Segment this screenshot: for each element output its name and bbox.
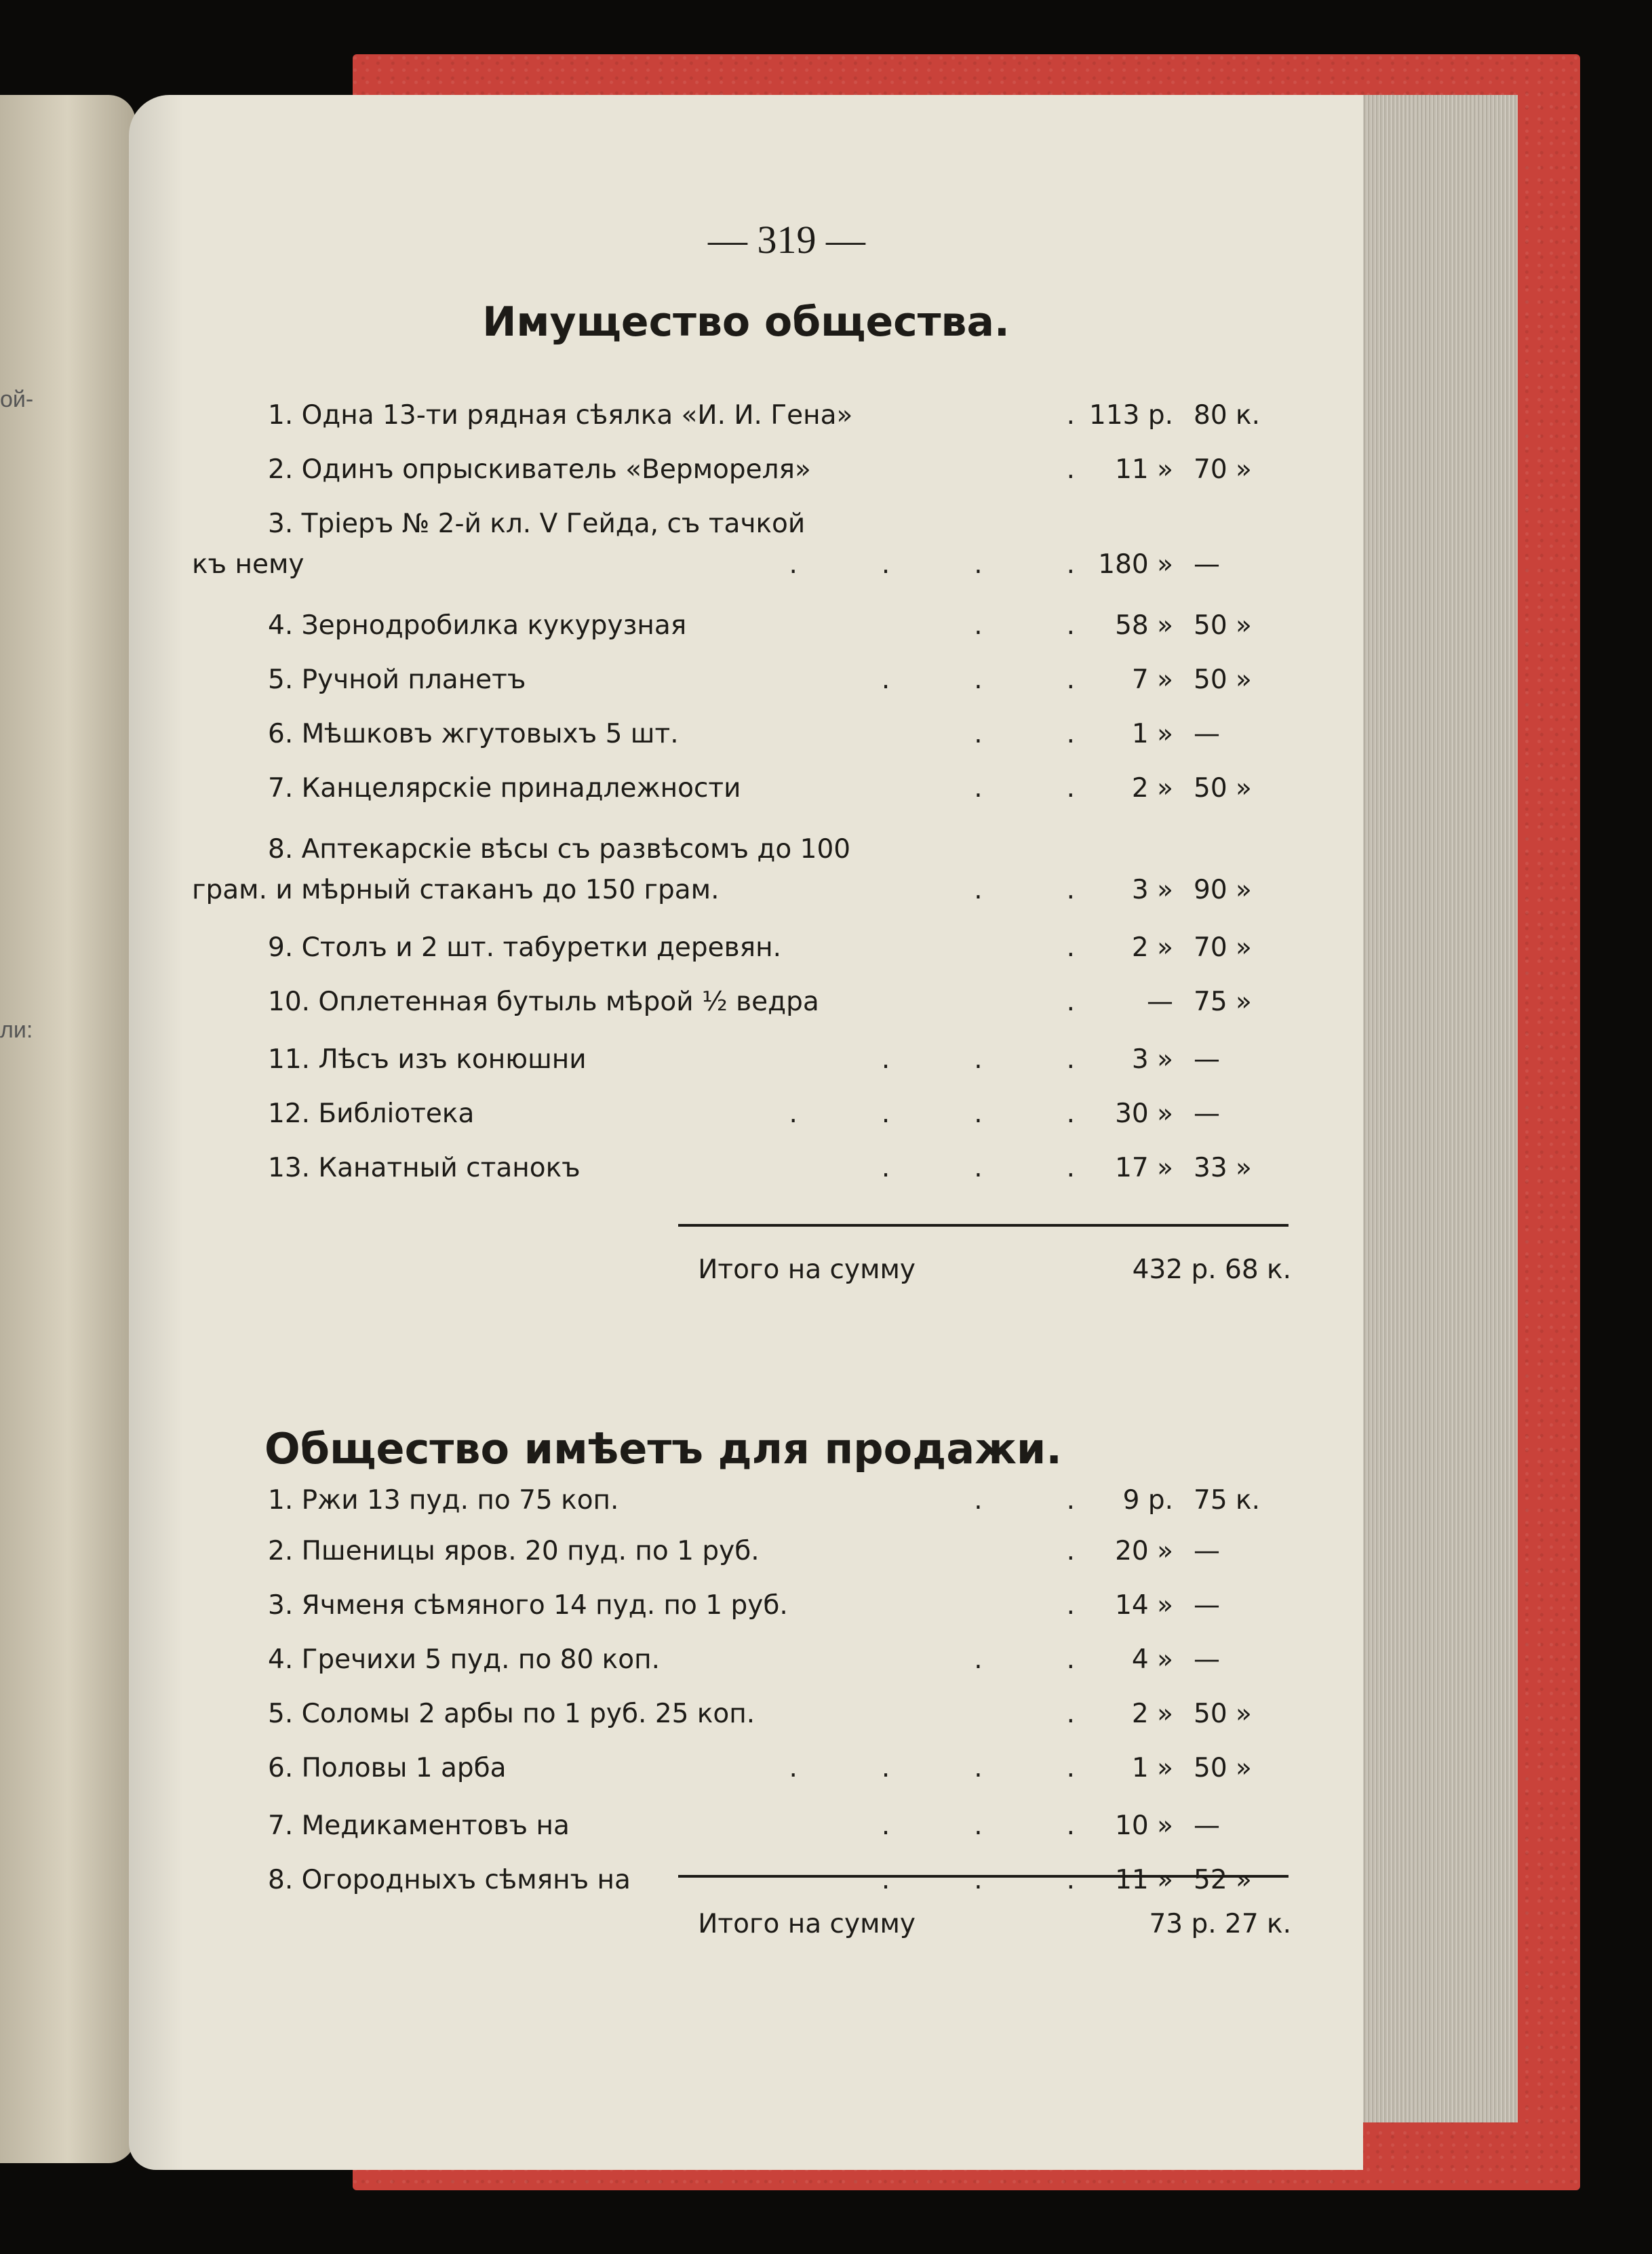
table-row xyxy=(129,773,1363,814)
page-number: — 319 — xyxy=(708,218,865,262)
leader-dots: . . xyxy=(974,1485,1075,1516)
total-label: Итого на сумму xyxy=(698,1909,916,1939)
leader-dots: . xyxy=(1066,1699,1075,1729)
table-row xyxy=(129,1536,1363,1577)
table-row xyxy=(129,610,1363,651)
table-row xyxy=(129,665,1363,705)
total-value: 73 р. 27 к. xyxy=(1149,1909,1291,1939)
total-value: 432 р. 68 к. xyxy=(1132,1254,1291,1285)
leader-dots: . xyxy=(1066,454,1075,485)
leader-dots: . . . xyxy=(881,1044,1075,1075)
item-rubles: 7 » xyxy=(1131,665,1173,695)
table-row xyxy=(129,1485,1363,1526)
item-kopecks: 50 » xyxy=(1194,773,1252,804)
item-kopecks: — xyxy=(1194,1536,1220,1566)
item-rubles: 20 » xyxy=(1115,1536,1173,1566)
item-label: 3. Ячменя сѣмяного 14 пуд. по 1 руб. xyxy=(268,1590,788,1621)
item-label: 2. Одинъ опрыскиватель «Вермореля» xyxy=(268,454,811,485)
item-label: 7. Канцелярскіе принадлежности xyxy=(268,773,741,804)
total-label: Итого на сумму xyxy=(698,1254,916,1285)
leader-dots: . xyxy=(1066,400,1075,431)
section-title-property: Имущество общества. xyxy=(482,298,1010,346)
item-rubles: 2 » xyxy=(1131,1699,1173,1729)
table-row xyxy=(129,834,1363,875)
left-page-fragment: ли: xyxy=(0,1017,33,1043)
item-kopecks: 52 » xyxy=(1194,1865,1252,1895)
item-label: 5. Ручной планетъ xyxy=(268,665,526,695)
leader-dots: . . xyxy=(974,610,1075,641)
leader-dots: . . . xyxy=(881,1811,1075,1841)
table-row xyxy=(129,509,1363,549)
table-row xyxy=(129,1590,1363,1631)
leader-dots: . xyxy=(1066,1590,1075,1621)
table-row xyxy=(129,1811,1363,1851)
leader-dots: . xyxy=(1066,932,1075,963)
item-label: 4. Зернодробилка кукурузная xyxy=(268,610,687,641)
item-rubles: 1 » xyxy=(1131,719,1173,749)
item-kopecks: 70 » xyxy=(1194,454,1252,485)
item-kopecks: — xyxy=(1194,1644,1220,1675)
table-row xyxy=(129,987,1363,1027)
item-label: къ нему xyxy=(192,549,304,580)
item-rubles: 14 » xyxy=(1115,1590,1173,1621)
leader-dots: . . xyxy=(974,719,1075,749)
item-rubles: 4 » xyxy=(1131,1644,1173,1675)
item-label: 4. Гречихи 5 пуд. по 80 коп. xyxy=(268,1644,660,1675)
item-label: грам. и мѣрный стаканъ до 150 грам. xyxy=(192,875,720,905)
item-label: 11. Лѣсъ изъ конюшни xyxy=(268,1044,587,1075)
item-label: 6. Половы 1 арба xyxy=(268,1753,507,1783)
left-page-fragment: ой- xyxy=(0,387,34,412)
item-label: 8. Огородныхъ сѣмянъ на xyxy=(268,1865,631,1895)
item-rubles: 2 » xyxy=(1131,932,1173,963)
item-kopecks: 90 » xyxy=(1194,875,1252,905)
leader-dots: . . . . xyxy=(789,1753,1075,1783)
item-kopecks: 33 » xyxy=(1194,1153,1252,1183)
item-label: 2. Пшеницы яров. 20 пуд. по 1 руб. xyxy=(268,1536,760,1566)
leader-dots: . . . . xyxy=(789,549,1075,580)
item-label: 1. Одна 13-ти рядная сѣялка «И. И. Гена» xyxy=(268,400,853,431)
leader-dots: . . . xyxy=(881,1865,1075,1895)
table-row xyxy=(129,932,1363,973)
item-rubles: 2 » xyxy=(1131,773,1173,804)
item-label: 12. Библіотека xyxy=(268,1099,475,1129)
item-kopecks: — xyxy=(1194,1099,1220,1129)
item-kopecks: 70 » xyxy=(1194,932,1252,963)
item-rubles: 11 » xyxy=(1115,1865,1173,1895)
item-label: 5. Соломы 2 арбы по 1 руб. 25 коп. xyxy=(268,1699,755,1729)
leader-dots: . . xyxy=(974,773,1075,804)
item-rubles: 180 » xyxy=(1098,549,1173,580)
table-row xyxy=(129,1865,1363,1905)
leader-dots: . xyxy=(1066,987,1075,1017)
item-kopecks: — xyxy=(1194,1590,1220,1621)
item-kopecks: 50 » xyxy=(1194,1699,1252,1729)
item-kopecks: 75 » xyxy=(1194,987,1252,1017)
item-kopecks: — xyxy=(1194,549,1220,580)
table-row xyxy=(129,719,1363,759)
item-kopecks: 50 » xyxy=(1194,610,1252,641)
item-rubles: 113 р. xyxy=(1089,400,1173,431)
item-rubles: 30 » xyxy=(1115,1099,1173,1129)
left-page xyxy=(0,95,136,2163)
table-row xyxy=(129,1753,1363,1794)
item-kopecks: — xyxy=(1194,719,1220,749)
table-row xyxy=(129,1099,1363,1139)
item-kopecks: 75 к. xyxy=(1194,1485,1260,1516)
table-row xyxy=(129,1153,1363,1193)
table-row xyxy=(129,1699,1363,1739)
item-kopecks: 80 к. xyxy=(1194,400,1260,431)
item-rubles: 10 » xyxy=(1115,1811,1173,1841)
leader-dots: . . . xyxy=(881,1153,1075,1183)
item-rubles: — xyxy=(1147,987,1173,1017)
leader-dots: . . xyxy=(974,1644,1075,1675)
table-row xyxy=(129,454,1363,495)
table-row xyxy=(129,400,1363,441)
book-page xyxy=(129,95,1363,2170)
item-kopecks: 50 » xyxy=(1194,1753,1252,1783)
page-edges xyxy=(1360,95,1518,2122)
item-rubles: 3 » xyxy=(1131,875,1173,905)
leader-dots: . xyxy=(1066,1536,1075,1566)
leader-dots: . . . xyxy=(881,665,1075,695)
item-kopecks: 50 » xyxy=(1194,665,1252,695)
leader-dots: . . xyxy=(974,875,1075,905)
item-label: 9. Столъ и 2 шт. табуретки деревян. xyxy=(268,932,782,963)
total-rule xyxy=(678,1224,1289,1227)
item-label: 10. Оплетенная бутыль мѣрой ½ ведра xyxy=(268,987,819,1017)
item-rubles: 58 » xyxy=(1115,610,1173,641)
item-rubles: 3 » xyxy=(1131,1044,1173,1075)
table-row xyxy=(129,549,1363,590)
total-rule xyxy=(678,1875,1289,1878)
item-rubles: 1 » xyxy=(1131,1753,1173,1783)
item-label: 7. Медикаментовъ на xyxy=(268,1811,570,1841)
table-row xyxy=(129,1644,1363,1685)
item-label: 8. Аптекарскіе вѣсы съ развѣсомъ до 100 xyxy=(268,834,851,865)
item-rubles: 11 » xyxy=(1115,454,1173,485)
item-label: 6. Мѣшковъ жгутовыхъ 5 шт. xyxy=(268,719,679,749)
section-title-for-sale: Общество имѣетъ для продажи. xyxy=(264,1424,1062,1474)
item-kopecks: — xyxy=(1194,1811,1220,1841)
item-label: 13. Канатный станокъ xyxy=(268,1153,581,1183)
table-row xyxy=(129,1044,1363,1085)
item-kopecks: — xyxy=(1194,1044,1220,1075)
item-label: 3. Тріеръ № 2-й кл. V Гейда, съ тачкой xyxy=(268,509,806,539)
item-rubles: 17 » xyxy=(1115,1153,1173,1183)
leader-dots: . . . . xyxy=(789,1099,1075,1129)
item-rubles: 9 р. xyxy=(1122,1485,1173,1516)
table-row xyxy=(129,875,1363,915)
item-label: 1. Ржи 13 пуд. по 75 коп. xyxy=(268,1485,619,1516)
